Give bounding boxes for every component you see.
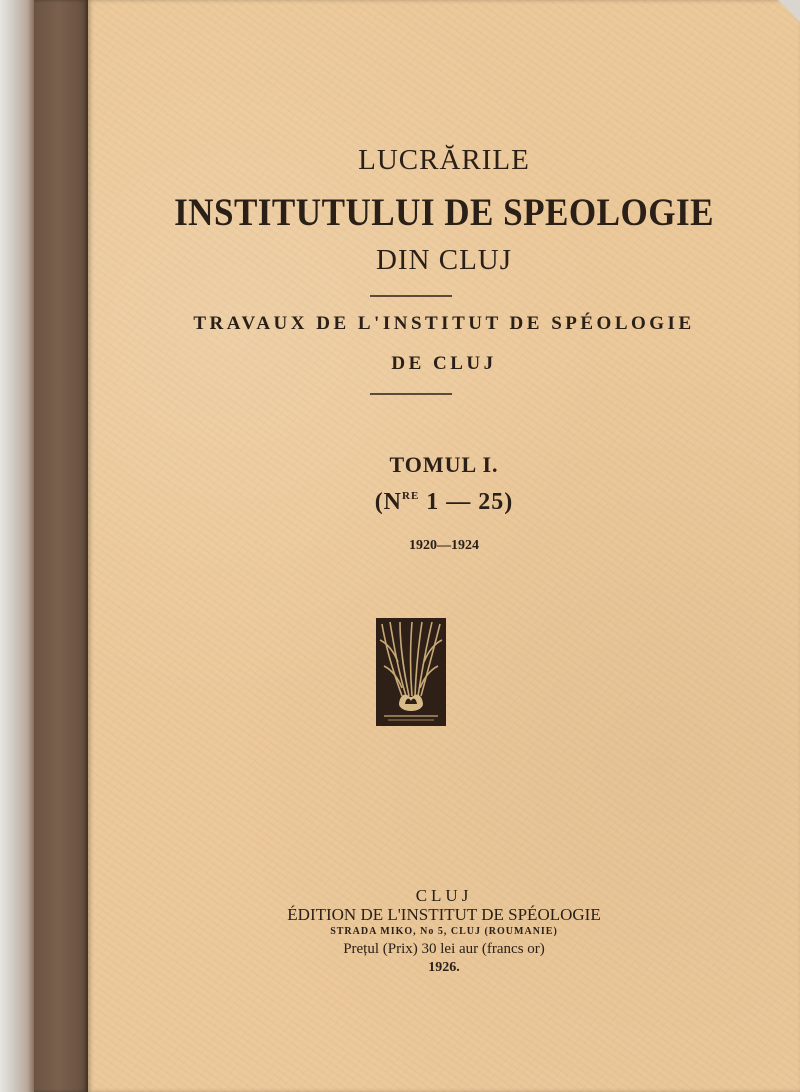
corner-tear <box>778 0 800 22</box>
divider-top <box>370 295 452 297</box>
lotus-plant-woodcut-icon <box>376 618 446 726</box>
years-range: 1920—1924 <box>409 538 479 553</box>
publisher-name: ÉDITION DE L'INSTITUT DE SPÉOLOGIE <box>287 905 601 924</box>
french-title-line2: DE CLUJ <box>391 353 497 374</box>
french-title-line1: TRAVAUX DE L'INSTITUT DE SPÉOLOGIE <box>193 313 695 334</box>
issue-range <box>88 489 800 516</box>
series-title-line3: DIN CLUJ <box>375 244 513 276</box>
publisher-address: STRADA MIKO, No 5, CLUJ (ROUMANIE) <box>330 926 558 937</box>
publisher-city: CLUJ <box>415 886 473 905</box>
series-title-line1: LUCRĂRILE <box>358 144 530 176</box>
divider-bottom <box>370 393 452 395</box>
issue-range-prefix: (N <box>374 489 403 515</box>
issue-range-numbers: 1 — 25) <box>426 489 514 515</box>
issue-range-superscript: RE <box>402 490 420 502</box>
series-title-line2: INSTITUTULUI DE SPEOLOGIE <box>174 191 714 234</box>
book-cover <box>88 0 800 1092</box>
page-edge <box>0 0 34 1092</box>
volume-label: TOMUL I. <box>389 452 499 477</box>
price-line: Prețul (Prix) 30 lei aur (francs or) <box>343 941 545 957</box>
woodcut-artwork <box>376 618 446 726</box>
publication-year: 1926. <box>428 960 460 975</box>
book-spine <box>34 0 88 1092</box>
